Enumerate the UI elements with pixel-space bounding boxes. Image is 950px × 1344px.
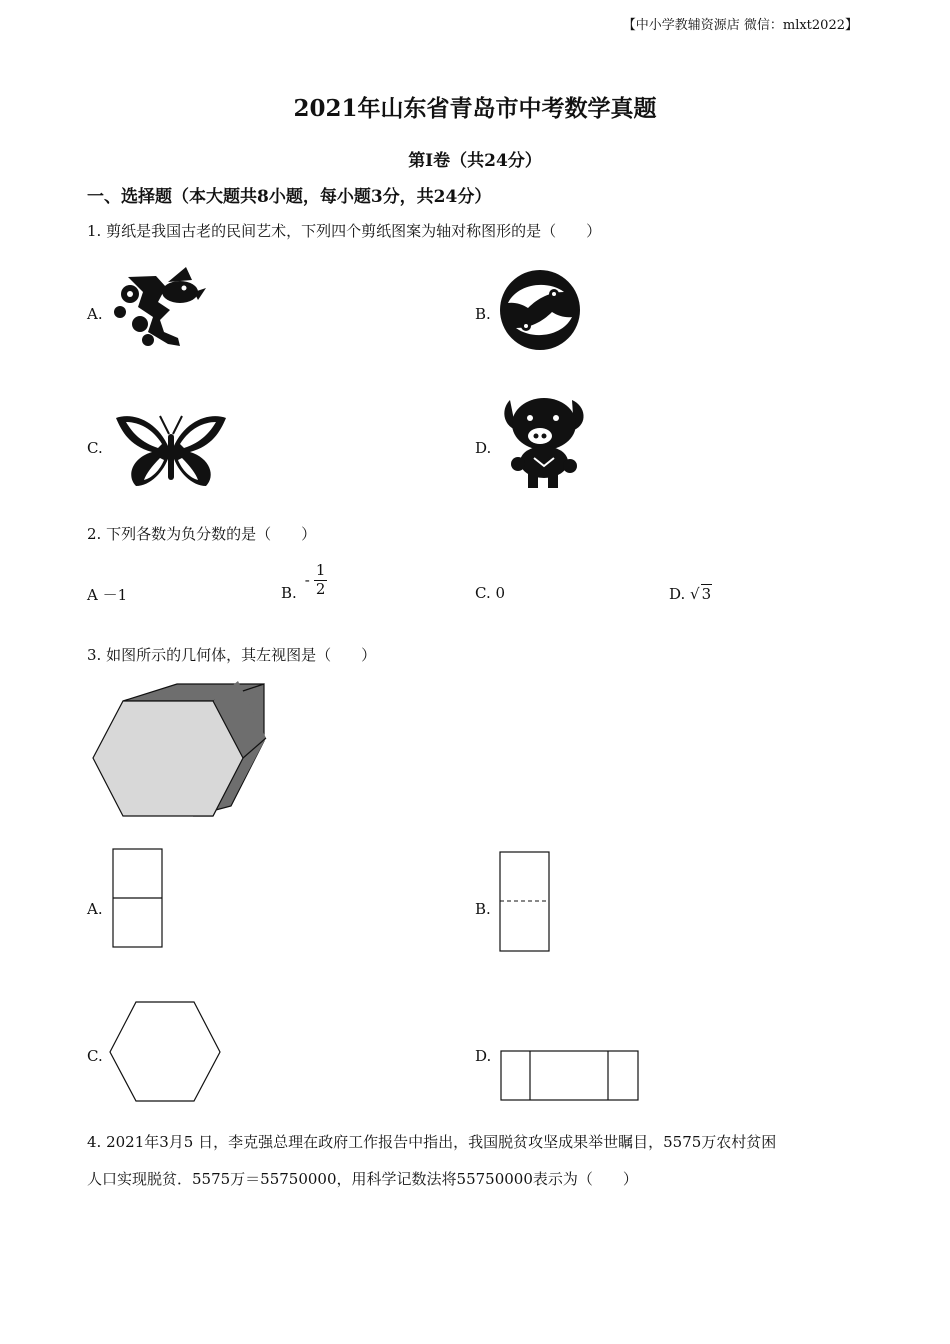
q3-option-b-figure xyxy=(499,851,551,953)
q3-option-d-figure xyxy=(500,1050,640,1102)
q1-option-b-label: B. xyxy=(475,305,491,323)
papercut-butterfly-image xyxy=(112,410,230,490)
page-header: 【中小学教辅资源店 微信：mlxt2022】 xyxy=(622,18,858,33)
q3-option-a-label: A. xyxy=(87,900,103,918)
sqrt-expression xyxy=(690,584,712,603)
question-2-stem: 2. 下列各数为负分数的是（ ） xyxy=(87,525,317,543)
q3-option-d-label: D. xyxy=(475,1047,492,1065)
papercut-pig-image xyxy=(500,392,590,490)
question-1-stem: 1. 剪纸是我国古老的民间艺术，下列四个剪纸图案为轴对称图形的是（ ） xyxy=(87,222,602,240)
q2-option-b-sign: - xyxy=(304,571,310,589)
q2-option-b xyxy=(281,558,327,602)
page-subtitle: 第Ⅰ卷（共24分） xyxy=(408,151,542,171)
fraction-numerator: 1 xyxy=(315,561,326,580)
q2-option-c: C. 0 xyxy=(475,584,506,602)
hexagonal-prism-figure xyxy=(88,676,270,822)
papercut-fish-circle-image xyxy=(498,268,582,352)
section-heading: 一、选择题（本大题共8小题，每小题3分，共24分） xyxy=(87,187,492,207)
papercut-bird-branch-image xyxy=(108,262,208,350)
q3-option-b-label: B. xyxy=(475,900,491,918)
q3-option-c-label: C. xyxy=(87,1047,103,1065)
q3-option-c-figure xyxy=(108,1001,222,1103)
q2-option-b-fraction xyxy=(314,562,328,598)
q1-option-a-label: A. xyxy=(87,305,103,323)
q2-option-a: A －1 xyxy=(87,586,128,604)
fraction-denominator: 2 xyxy=(315,579,326,598)
sqrt-symbol: √ xyxy=(690,585,700,603)
q2-option-d xyxy=(669,584,712,603)
q1-option-d-label: D. xyxy=(475,439,492,457)
question-4-line-1: 4. 2021年3月5 日，李克强总理在政府工作报告中指出，我国脱贫攻坚成果举世瞩目，5575万农村贫困 xyxy=(87,1133,777,1151)
q3-option-a-figure xyxy=(112,848,164,950)
sqrt-radicand: 3 xyxy=(701,585,712,603)
question-4-line-2: 人口实现脱贫．5575万＝55750000，用科学记数法将55750000表示为（ ） xyxy=(87,1170,638,1188)
q2-option-d-label: D. xyxy=(669,585,686,603)
page-title: 2021年山东省青岛市中考数学真题 xyxy=(293,95,657,122)
q1-option-c-label: C. xyxy=(87,439,103,457)
q2-option-b-label: B. xyxy=(281,584,297,602)
question-3-stem: 3. 如图所示的几何体，其左视图是（ ） xyxy=(87,646,377,664)
